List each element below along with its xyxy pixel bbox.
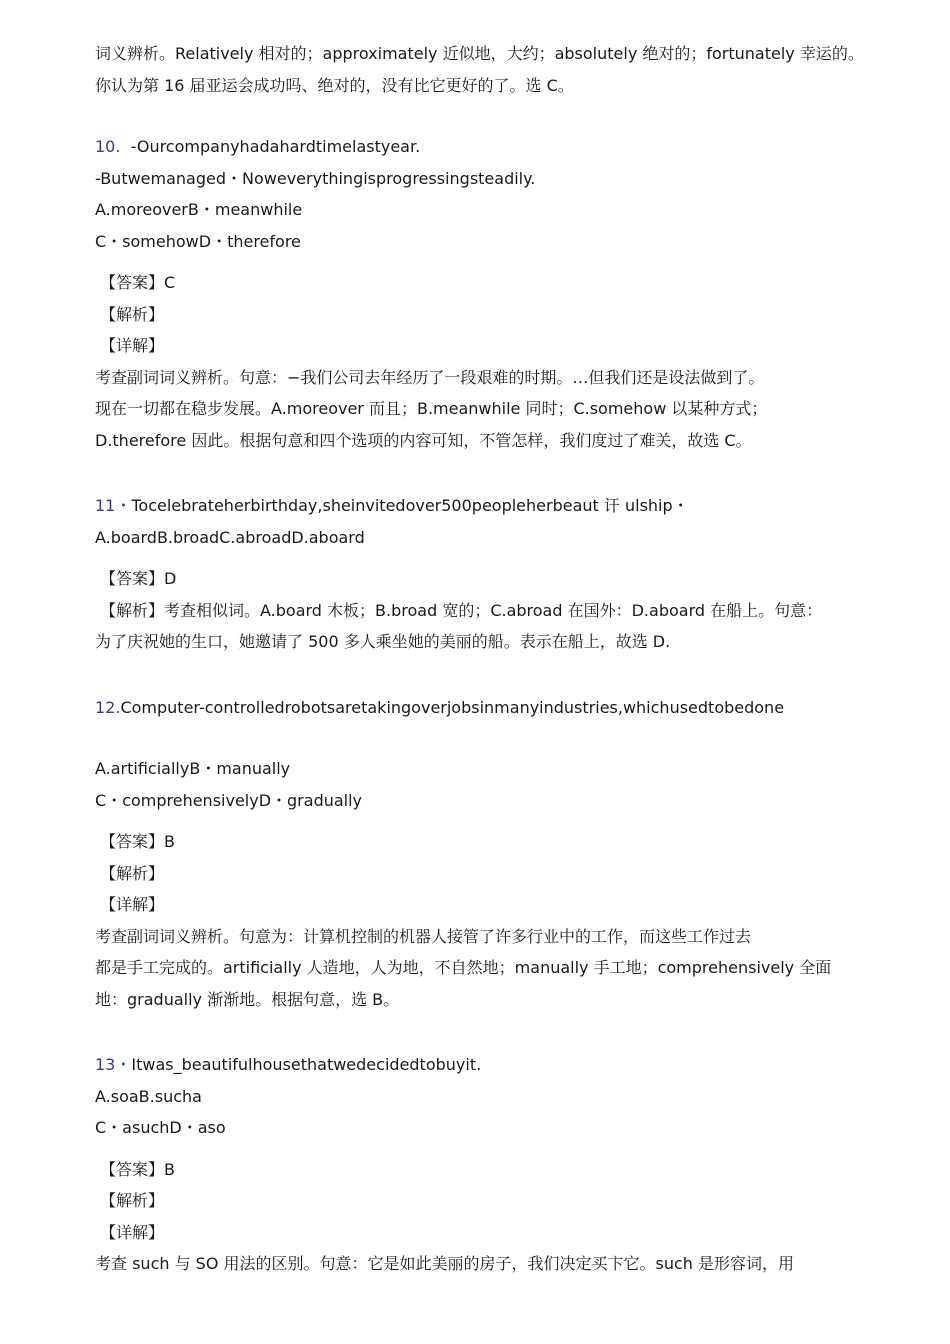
- analysis-label: 【解析】: [100, 1191, 165, 1210]
- option-line: A.artificiallyB・manually: [95, 759, 291, 778]
- detail-label: 【详解】: [100, 336, 165, 355]
- option-line: C・comprehensivelyD・gradually: [95, 790, 363, 810]
- explanation-line: 考查 such 与 SO 用法的区别。句意：它是如此美丽的房子，我们决定买卞它。such 是形容词，用: [95, 1254, 795, 1273]
- analysis-label: 【解析】考查相似词。A.board 木板；B.broad 宽的；C.abroad 在国外：D.aboard 在船上。句意：: [100, 600, 823, 620]
- explanation-line: 都是手工完成的。artificially 人造地，人为地，不自然地；manually 手工地；comprehensively 全面: [95, 958, 832, 977]
- question-13: [95, 1049, 870, 1280]
- option-line: C・asuchD・aso: [95, 1118, 226, 1137]
- document-page: [95, 38, 870, 1280]
- answer-label: 【答案】B: [100, 832, 175, 851]
- answer-label: 【答案】D: [100, 569, 177, 588]
- question-text: -Butwemanaged・Noweverythingisprogressingsteadily.: [95, 168, 536, 188]
- explanation-line: 考查副词词义辨析。句意为：计算机控制的机器人接管了许多行业中的工作，而这些工作过去: [95, 926, 752, 946]
- option-line: A.moreoverB・meanwhile: [95, 200, 303, 219]
- question-text: Itwas_beautifulhousethatwedecidedtobuyit.: [131, 1055, 482, 1074]
- detail-label: 【详解】: [100, 1222, 165, 1242]
- question-number: 11・: [95, 496, 132, 515]
- answer-label: 【答案】C: [100, 273, 176, 292]
- question-text: -Ourcompanyhadahardtimelastyear.: [120, 137, 421, 156]
- intro-line: 词义辨析。Relatively 相对的；approximately 近似地，大约；absolutely 绝对的；fortunately 幸运的。: [95, 44, 864, 63]
- explanation-line: 考查副词词义辨析。句意：−我们公司去年经历了一段艰难的时期。…但我们还是设法做到了。: [95, 367, 765, 387]
- option-line: A.boardB.broadC.abroadD.aboard: [95, 527, 365, 547]
- option-line: C・somehowD・therefore: [95, 231, 301, 251]
- analysis-label: 【解析】: [100, 863, 165, 883]
- question-number: 13・: [95, 1055, 132, 1074]
- question-number: 12.: [95, 697, 121, 717]
- detail-label: 【详解】: [100, 895, 165, 914]
- question-stem: [95, 490, 870, 522]
- question-stem: [95, 131, 870, 163]
- explanation-line: 地：gradually 渐渐地。根据句意，选 B。: [95, 989, 400, 1009]
- analysis-label: 【解析】: [100, 304, 165, 324]
- explanation-line: 为了庆祝她的生口，她邀请了 500 多人乘坐她的美丽的船。表示在船上，故选 D.: [95, 632, 671, 651]
- option-line: A.soaB.sucha: [95, 1086, 202, 1106]
- intro-line: 你认为第 16 届亚运会成功吗、绝对的，没有比它更好的了。选 C。: [95, 75, 574, 95]
- question-12: [95, 692, 870, 1016]
- question-stem: [95, 1049, 870, 1081]
- question-11: [95, 490, 870, 658]
- explanation-line: D.therefore 因此。根据句意和四个选项的内容可知，不管怎样，我们度过了难关，故选 C。: [95, 430, 752, 450]
- question-text: Computer-controlledrobotsaretakingoverjobsinmanyindustries,whichusedtobedone: [120, 697, 785, 717]
- answer-label: 【答案】B: [100, 1159, 175, 1179]
- question-text: Tocelebrateherbirthday,sheinvitedover500peopleherbeaut 讦 ulship・: [131, 496, 689, 515]
- explanation-line: 现在一切都在稳步发展。A.moreover 而且；B.meanwhile 同时；C.somehow 以某种方式；: [95, 399, 768, 418]
- question-stem: [95, 692, 870, 724]
- question-10: [95, 131, 870, 456]
- question-number: 10.: [95, 137, 121, 156]
